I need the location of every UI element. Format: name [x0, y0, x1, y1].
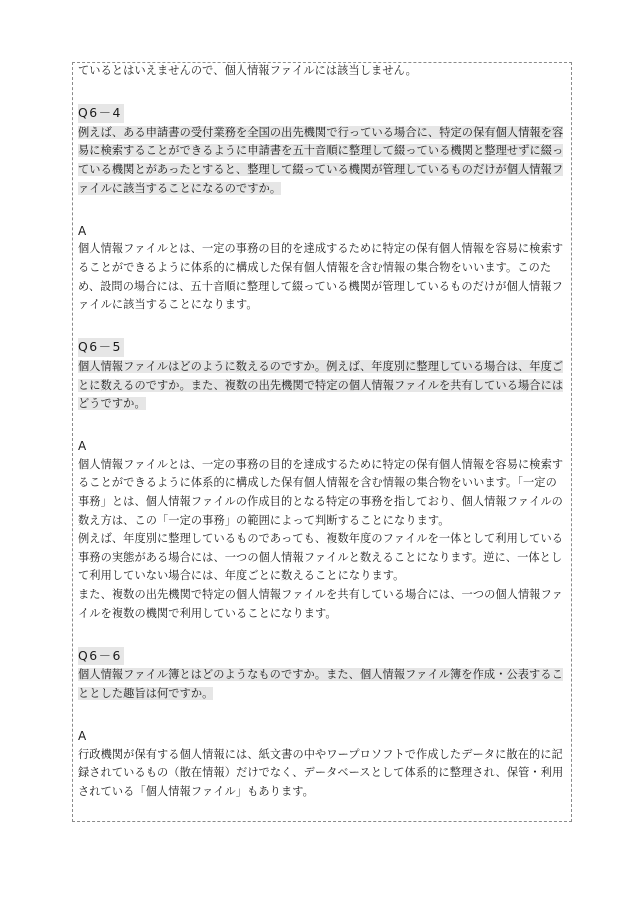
document-body — [78, 62, 568, 802]
question-text — [78, 358, 568, 414]
answer-label: A — [78, 223, 87, 238]
answer-paragraph: 個人情報ファイルとは、一定の事務の目的を達成するために特定の保有個人情報を容易に検索することができるように体系的に構成した保有個人情報を含む情報の集合物をいいます。このため、設問の場合には、五十音順に整理して綴っている機関が管理しているものだけが個人情報ファイルに該当することになります。 — [78, 242, 564, 312]
question-highlight: 例えば、ある申請書の受付業務を全国の出先機関で行っている場合に、特定の保有個人情報を容易に検索することができるように申請書を五十音順に整理して綴っている機関と整理せずに綴っている機関とがあったとすると、整理して綴っている機関が管理しているものだけが個人情報ファイルに該当することになるのですか。 — [78, 125, 564, 195]
answer-label: A — [78, 729, 87, 744]
question-label: Q6－6 — [78, 647, 124, 666]
question-label: Q6－5 — [78, 338, 124, 357]
spacer — [78, 198, 568, 217]
question-text — [78, 124, 568, 198]
answer-label: A — [78, 439, 87, 454]
qa-item-6-5 — [78, 333, 568, 623]
answer-paragraph: 行政機関が保有する個人情報には、紙文書の中やワープロソフトで作成したデータに散在的に記録されているもの（散在情報）だけでなく、データベースとして体系的に整理され、保管・利用されている「個人情報ファイル」もあります。 — [78, 747, 564, 798]
spacer — [78, 623, 568, 642]
spacer — [78, 414, 568, 433]
spacer — [78, 704, 568, 723]
answer-paragraph: 例えば、年度別に整理しているものであっても、複数年度のファイルを一体として利用している事務の実態がある場合には、一つの個人情報ファイルと数えることになります。逆に、一体として利用していない場合には、年度ごとに数えることになります。 — [78, 532, 564, 583]
question-text — [78, 666, 568, 703]
spacer — [78, 81, 568, 100]
question-label: Q6－4 — [78, 104, 124, 123]
question-highlight: 個人情報ファイルはどのように数えるのですか。例えば、年度別に整理している場合は、年度ごとに数えるのですか。また、複数の出先機関で特定の個人情報ファイルを共有している場合にはどうですか。 — [78, 359, 564, 411]
qa-item-6-4 — [78, 99, 568, 315]
qa-item-6-6 — [78, 642, 568, 802]
answer-paragraph: 個人情報ファイルとは、一定の事務の目的を達成するために特定の保有個人情報を容易に検索することができるように体系的に構成した保有個人情報を含む情報の集合物をいいます。「一定の事務」とは、個人情報ファイルの作成目的となる特定の事務を指しており、個人情報ファイルの数え方は、この「一定の事務」の範囲によって判断することになります。 — [78, 457, 564, 527]
question-highlight: 個人情報ファイル簿とはどのようなものですか。また、個人情報ファイル簿を作成・公表することとした趣旨は何ですか。 — [78, 668, 563, 700]
lead-paragraph: ているとはいえませんので、個人情報ファイルには該当しません。 — [78, 64, 417, 77]
spacer — [78, 315, 568, 334]
answer-paragraph: また、複数の出先機関で特定の個人情報ファイルを共有している場合には、一つの個人情報ファイルを複数の機関で利用していることになります。 — [78, 588, 563, 620]
